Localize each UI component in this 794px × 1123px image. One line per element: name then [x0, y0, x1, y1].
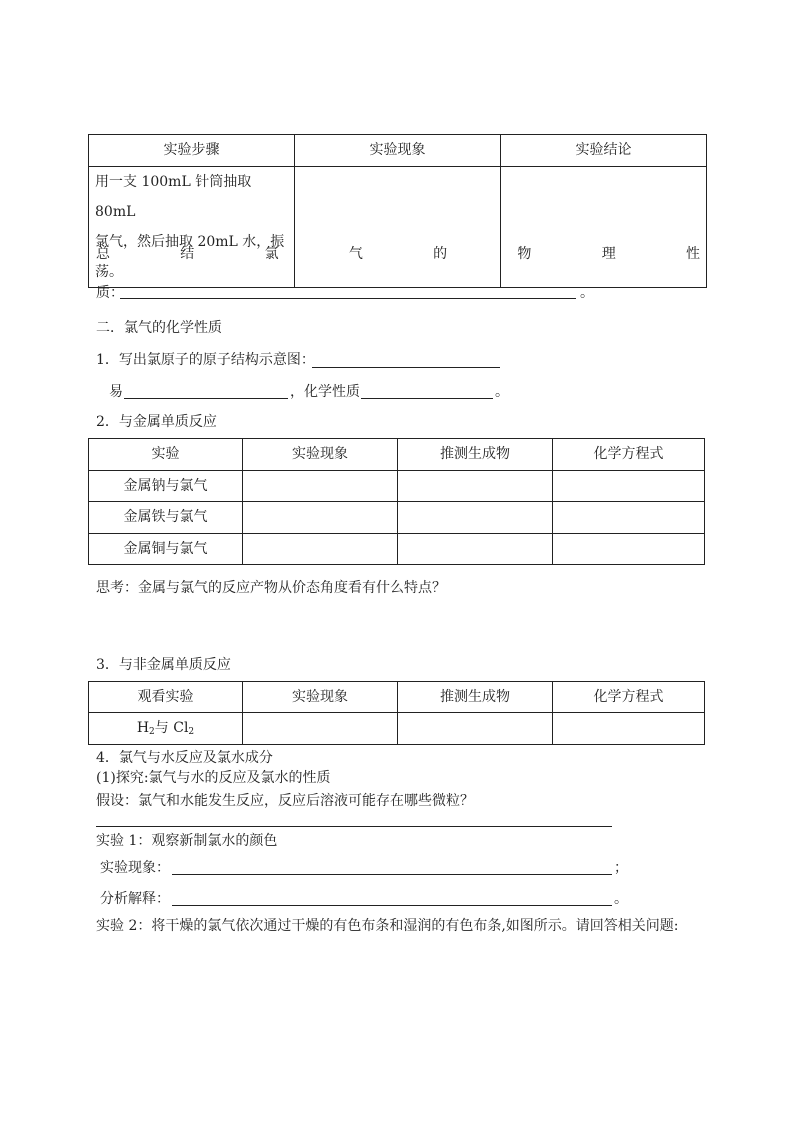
summary-char: 的	[433, 246, 448, 262]
table1-conclusion-cell[interactable]	[501, 167, 707, 288]
table2-header-product: 推测生成物	[398, 439, 553, 471]
table3-row-label: $H_2$与 $Cl_2$	[89, 713, 243, 745]
table3-header-equation: 化学方程式	[553, 682, 705, 713]
exp1-phenomenon-end: ；	[614, 860, 628, 876]
q1-answer-line-3[interactable]	[361, 398, 493, 399]
table2-header-phenomenon: 实验现象	[243, 439, 398, 471]
question-2: 2．与金属单质反应	[96, 414, 217, 430]
hypothesis: 假设：氯气和水能发生反应，反应后溶液可能存在哪些微粒？	[96, 793, 474, 809]
table3-header-experiment: 观看实验	[89, 682, 243, 713]
table1-step-line2: 氯气，然后抽取 20mL 水，振荡。	[95, 234, 285, 280]
table1-header-conclusion: 实验结论	[501, 135, 707, 167]
q1-line2-b: ，化学性质	[290, 384, 360, 400]
q1-answer-line-2[interactable]	[124, 398, 288, 399]
experiment-1: 实验 1：观察新制氯水的颜色	[96, 833, 278, 849]
table2-cell[interactable]	[243, 534, 398, 565]
table1-header-step: 实验步骤	[89, 135, 295, 167]
table2-cell[interactable]	[243, 471, 398, 502]
table3-header-phenomenon: 实验现象	[243, 682, 398, 713]
q1-line2-a: 易	[109, 384, 123, 400]
table2-cell[interactable]	[553, 534, 705, 565]
think-question: 思考：金属与氯气的反应产物从价态角度看有什么特点？	[96, 580, 446, 596]
summary-char: 物	[517, 246, 532, 262]
metal-reaction-table	[88, 438, 705, 565]
summary-char: 性	[685, 246, 700, 262]
table2-header-equation: 化学方程式	[553, 439, 705, 471]
experiment-table-1	[88, 134, 707, 288]
table3-cell[interactable]	[398, 713, 553, 745]
table1-step-cell	[89, 167, 295, 288]
q1-line2-end: 。	[495, 384, 509, 400]
exp1-phenomenon-line[interactable]	[172, 874, 612, 875]
table3-header-product: 推测生成物	[398, 682, 553, 713]
summary-answer-line[interactable]	[120, 298, 576, 299]
question-4-1: (1)探究:氯气与水的反应及氯水的性质	[96, 770, 331, 786]
q1-answer-line[interactable]	[312, 367, 500, 368]
question-1: 1．写出氯原子的原子结构示意图：	[96, 352, 315, 368]
exp1-phenomenon-label: 实验现象：	[100, 860, 170, 876]
summary-end: 。	[580, 285, 594, 301]
table1-phenomenon-cell[interactable]	[295, 167, 501, 288]
table2-cell[interactable]	[553, 502, 705, 534]
summary-char: 理	[601, 246, 616, 262]
table3-cell[interactable]	[243, 713, 398, 745]
summary-char: 结	[180, 246, 195, 262]
table2-row-label: 金属铜与氯气	[89, 534, 243, 565]
table2-cell[interactable]	[553, 471, 705, 502]
exp1-analysis-label: 分析解释：	[100, 891, 170, 907]
table2-row-label: 金属钠与氯气	[89, 471, 243, 502]
exp1-analysis-line[interactable]	[172, 905, 612, 906]
section-title: 二．氯气的化学性质	[96, 320, 222, 336]
table1-step-line1: 用一支 100mL 针筒抽取 80mL	[95, 174, 252, 220]
table2-cell[interactable]	[398, 502, 553, 534]
experiment-2: 实验 2：将干燥的氯气依次通过干燥的有色布条和湿润的有色布条,如图所示。请回答相关问题:	[96, 918, 679, 934]
hypothesis-answer-line[interactable]	[96, 826, 612, 827]
summary-char: 气	[348, 246, 363, 262]
table3-cell[interactable]	[553, 713, 705, 745]
exp1-analysis-end: 。	[614, 891, 628, 907]
question-3: 3．与非金属单质反应	[96, 657, 231, 673]
table1-header-phenomenon: 实验现象	[295, 135, 501, 167]
table2-cell[interactable]	[243, 502, 398, 534]
question-4: 4．氯气与水反应及氯水成分	[96, 750, 273, 766]
summary-prefix: 质：	[96, 285, 124, 301]
table2-header-experiment: 实验	[89, 439, 243, 471]
summary-char: 氯	[264, 246, 279, 262]
nonmetal-reaction-table	[88, 681, 705, 745]
summary-line	[96, 243, 700, 263]
table2-cell[interactable]	[398, 471, 553, 502]
summary-char: 总	[96, 246, 110, 262]
table2-cell[interactable]	[398, 534, 553, 565]
table2-row-label: 金属铁与氯气	[89, 502, 243, 534]
